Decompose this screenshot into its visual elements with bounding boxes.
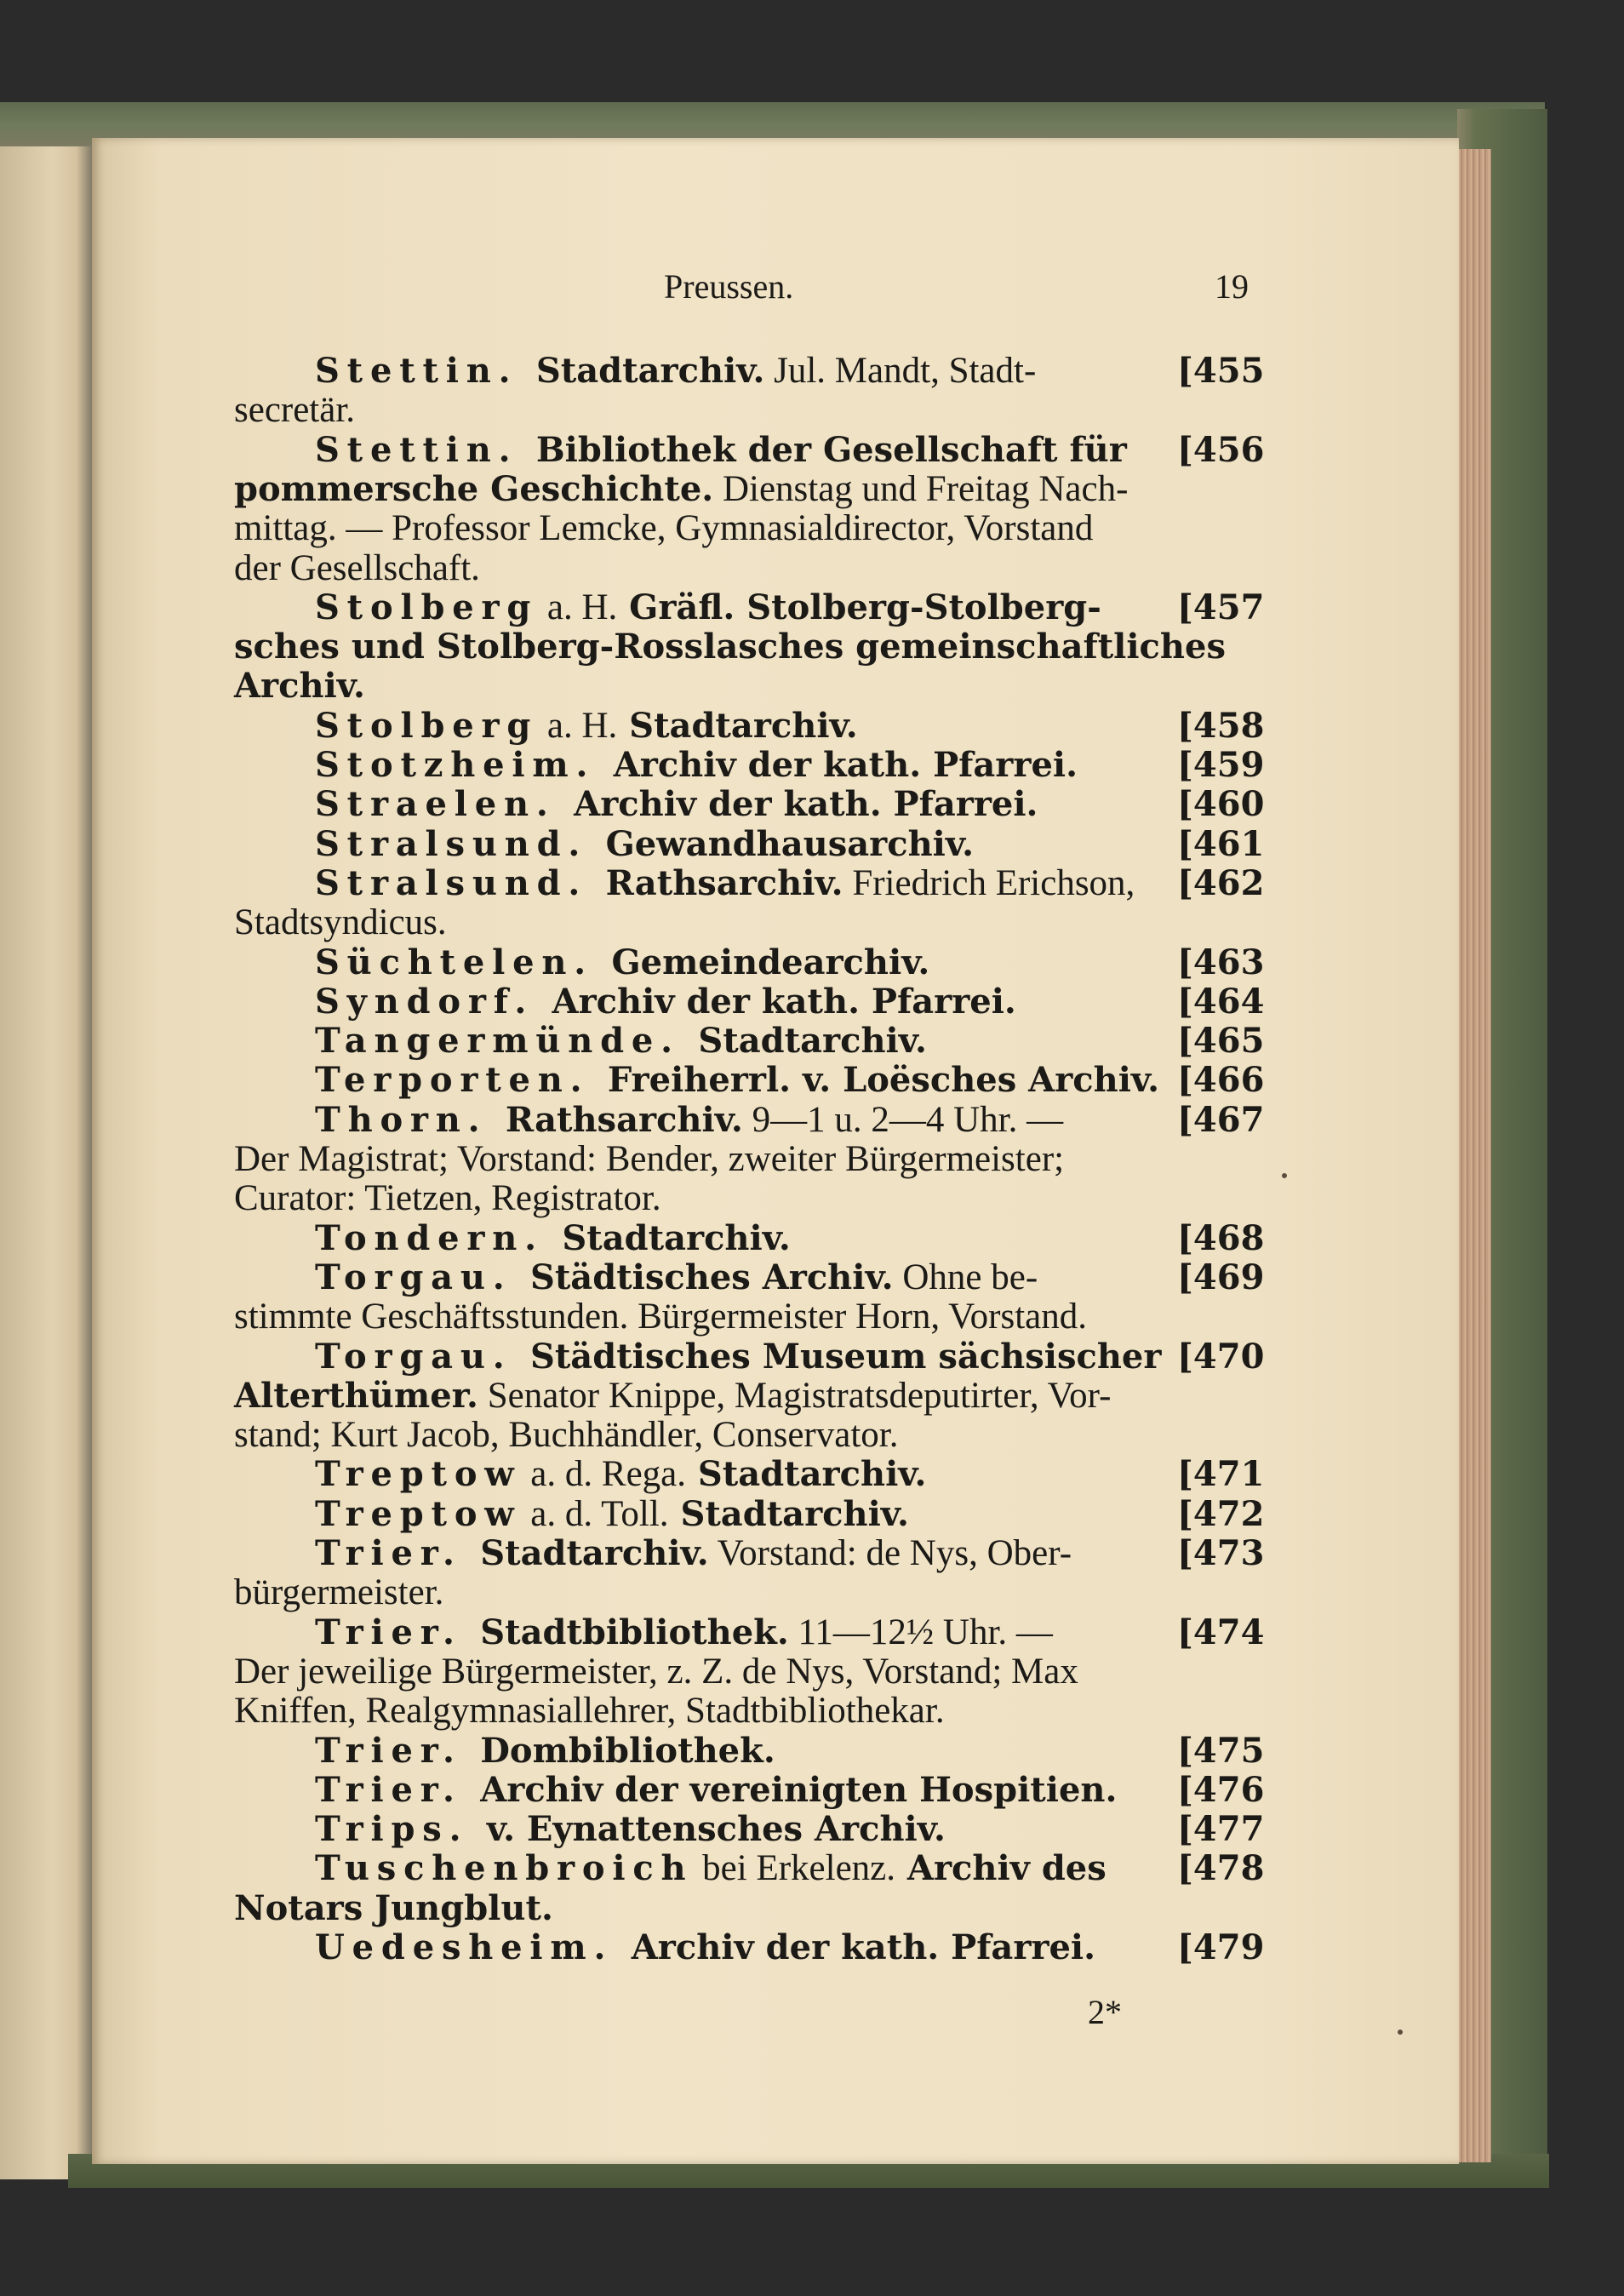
entry-number: [470 (1177, 1336, 1265, 1377)
place-name: Trier. (315, 1730, 462, 1771)
archive-name: Gemeindearchiv. (611, 942, 930, 982)
archive-name: Stadtarchiv. (685, 1454, 927, 1495)
place-name: Tondern. (315, 1217, 544, 1258)
entry-number: [479 (1177, 1927, 1265, 1967)
word-gap (595, 745, 614, 785)
continuation-text: secretär. (234, 390, 356, 431)
archive-name: Rathsarchiv. (505, 1099, 743, 1140)
word-gap (462, 1533, 481, 1573)
place-suffix: a. H. (538, 705, 618, 746)
continuation-text: Der jeweilige Bürgermeister, z. Z. de Nys, Vorstand; Max (234, 1651, 1078, 1692)
place-name: Stotzheim. (315, 745, 596, 785)
entry-number: [469 (1177, 1257, 1265, 1297)
archive-name: Archiv der kath. Pfarrei. (574, 784, 1038, 825)
continuation-text: bürgermeister. (234, 1572, 444, 1613)
archive-name: Stadtarchiv. (480, 1533, 709, 1573)
continuation-text: Dienstag und Freitag Nach- (713, 468, 1129, 509)
word-gap (680, 1021, 699, 1061)
paper-speck (1282, 1173, 1287, 1178)
continuation-bold-text: Notars Jungblut. (234, 1887, 553, 1928)
entry-number: [467 (1177, 1099, 1265, 1140)
place-name: Torgau. (315, 1257, 512, 1297)
word-gap (544, 1218, 563, 1258)
entry-number: [465 (1177, 1021, 1265, 1062)
archive-name: Städtisches Museum sächsischer (529, 1336, 1162, 1377)
continuation-text: Stadtsyndicus. (234, 902, 447, 943)
entry-number: [477 (1177, 1809, 1265, 1850)
continuation-text: Senator Knippe, Magistratsdeputirter, Vor- (477, 1375, 1112, 1416)
entry-number: [478 (1177, 1848, 1265, 1889)
archive-name: Archiv der kath. Pfarrei. (631, 1927, 1096, 1967)
entry-number: [473 (1177, 1533, 1265, 1573)
entry-number: [471 (1177, 1454, 1265, 1495)
continuation-bold-text: sches und Stolberg-Rosslasches gemeinschaftliches (234, 627, 1226, 667)
entry-details: Vorstand: de Nys, Ober- (708, 1533, 1072, 1573)
paper-speck (1398, 2030, 1403, 2035)
place-name: Stettin. (315, 351, 518, 391)
place-name: Tangermünde. (315, 1021, 680, 1062)
place-suffix: a. d. Toll. (521, 1493, 669, 1534)
entry-number: [466 (1177, 1060, 1265, 1101)
archive-name: Stadtarchiv. (617, 705, 858, 746)
continuation-bold-text: Archiv. (234, 666, 365, 707)
archive-name: Freiherrl. v. Loësches Archiv. (607, 1060, 1160, 1101)
word-gap (462, 1770, 481, 1810)
place-name: Syndorf. (315, 981, 535, 1022)
continuation-text: Curator: Tietzen, Registrator. (234, 1178, 661, 1219)
place-name: Stralsund. (315, 823, 588, 864)
place-name: Straelen. (315, 784, 556, 825)
archive-name: Archiv des (895, 1848, 1106, 1889)
entry-number: [463 (1177, 942, 1265, 982)
word-gap (534, 982, 552, 1022)
continuation-text: Der Magistrat; Vorstand: Bender, zweiter Bürgermeister; (234, 1139, 1065, 1179)
place-name: Tuschenbroich (315, 1848, 694, 1889)
word-gap (613, 1927, 632, 1967)
word-gap (462, 1612, 481, 1652)
continuation-text: Kniffen, Realgymnasiallehrer, Stadtbibliothekar. (234, 1691, 945, 1732)
entry-number: [464 (1177, 981, 1265, 1022)
continuation-text: mittag. — Professor Lemcke, Gymnasialdirector, Vorstand (234, 508, 1094, 549)
entry-number: [468 (1177, 1217, 1265, 1258)
entry-number: [476 (1177, 1769, 1265, 1810)
entry-number: [474 (1177, 1612, 1265, 1652)
entry-details: Jul. Mandt, Stadt- (764, 351, 1037, 391)
entry-number: [457 (1177, 587, 1265, 627)
place-name: Trips. (315, 1809, 469, 1850)
place-name: Stolberg (315, 705, 539, 746)
place-name: Trier. (315, 1533, 462, 1573)
word-gap (512, 1337, 530, 1377)
archive-name: Archiv der kath. Pfarrei. (552, 981, 1016, 1022)
entry-details: 11—12½ Uhr. — (788, 1612, 1053, 1652)
place-name: Stralsund. (315, 862, 588, 903)
archive-name: Stadtarchiv. (562, 1217, 791, 1258)
archive-name: Stadtarchiv. (535, 351, 765, 391)
word-gap (593, 942, 612, 982)
word-gap (556, 784, 575, 824)
word-gap (587, 863, 606, 903)
place-name: Süchtelen. (315, 942, 593, 982)
page-number: 19 (1215, 267, 1249, 306)
place-name: Torgau. (315, 1336, 512, 1377)
word-gap (487, 1100, 506, 1140)
place-suffix: a. H. (538, 587, 618, 627)
place-name: Uedesheim. (315, 1927, 614, 1967)
archive-name: Bibliothek der Gesellschaft für (535, 429, 1127, 470)
place-name: Terporten. (315, 1060, 590, 1101)
entry-number: [472 (1177, 1493, 1265, 1534)
archive-name: Gewandhausarchiv. (605, 823, 975, 864)
continuation-text: stand; Kurt Jacob, Buchhändler, Conservator. (234, 1415, 899, 1456)
entry-number: [475 (1177, 1730, 1265, 1771)
running-header-title: Preussen. (664, 267, 794, 306)
entry-number: [459 (1177, 745, 1265, 785)
place-suffix: bei Erkelenz. (693, 1848, 895, 1889)
place-name: Treptow (315, 1493, 522, 1534)
archive-name: Städtisches Archiv. (529, 1257, 894, 1297)
continuation-text: stimmte Geschäftsstunden. Bürgermeister Horn, Vorstand. (234, 1297, 1087, 1337)
entry-number: [456 (1177, 429, 1265, 470)
entry-details: Ohne be- (893, 1257, 1038, 1297)
word-gap (587, 824, 606, 864)
place-name: Stolberg (315, 587, 539, 627)
word-gap (518, 351, 536, 391)
word-gap (518, 430, 536, 470)
place-name: Thorn. (315, 1099, 488, 1140)
archive-name: Stadtarchiv. (698, 1021, 927, 1062)
archive-name: Stadtbibliothek. (480, 1612, 789, 1652)
place-suffix: a. d. Rega. (521, 1454, 686, 1495)
entry-number: [461 (1177, 823, 1265, 864)
archive-name: Dombibliothek. (480, 1730, 775, 1771)
place-name: Trier. (315, 1612, 462, 1652)
entry-number: [462 (1177, 862, 1265, 903)
word-gap (589, 1060, 608, 1100)
archive-name: Archiv der vereinigten Hospitien. (480, 1769, 1118, 1810)
archive-name: Gräfl. Stolberg-Stolberg- (617, 587, 1101, 627)
continuation-text: der Gesellschaft. (234, 547, 480, 588)
continuation-bold-text: pommersche Geschichte. (234, 468, 714, 509)
place-name: Stettin. (315, 429, 518, 470)
continuation-bold-text: Alterthümer. (234, 1375, 478, 1416)
entry-number: [455 (1177, 351, 1265, 391)
archive-name: Stadtarchiv. (668, 1493, 909, 1534)
entry-details: Friedrich Erichson, (843, 862, 1135, 903)
place-name: Trier. (315, 1769, 462, 1810)
archive-name: Rathsarchiv. (605, 862, 843, 903)
word-gap (468, 1809, 487, 1849)
word-gap (462, 1731, 481, 1771)
entry-details: 9—1 u. 2—4 Uhr. — (742, 1099, 1064, 1140)
word-gap (512, 1257, 530, 1297)
entry-number: [460 (1177, 784, 1265, 825)
archive-name: v. Eynattensches Archiv. (486, 1809, 946, 1850)
entry-number: [458 (1177, 705, 1265, 746)
signature-mark: 2* (1088, 1993, 1122, 2031)
place-name: Treptow (315, 1454, 522, 1495)
archive-name: Archiv der kath. Pfarrei. (613, 745, 1078, 785)
